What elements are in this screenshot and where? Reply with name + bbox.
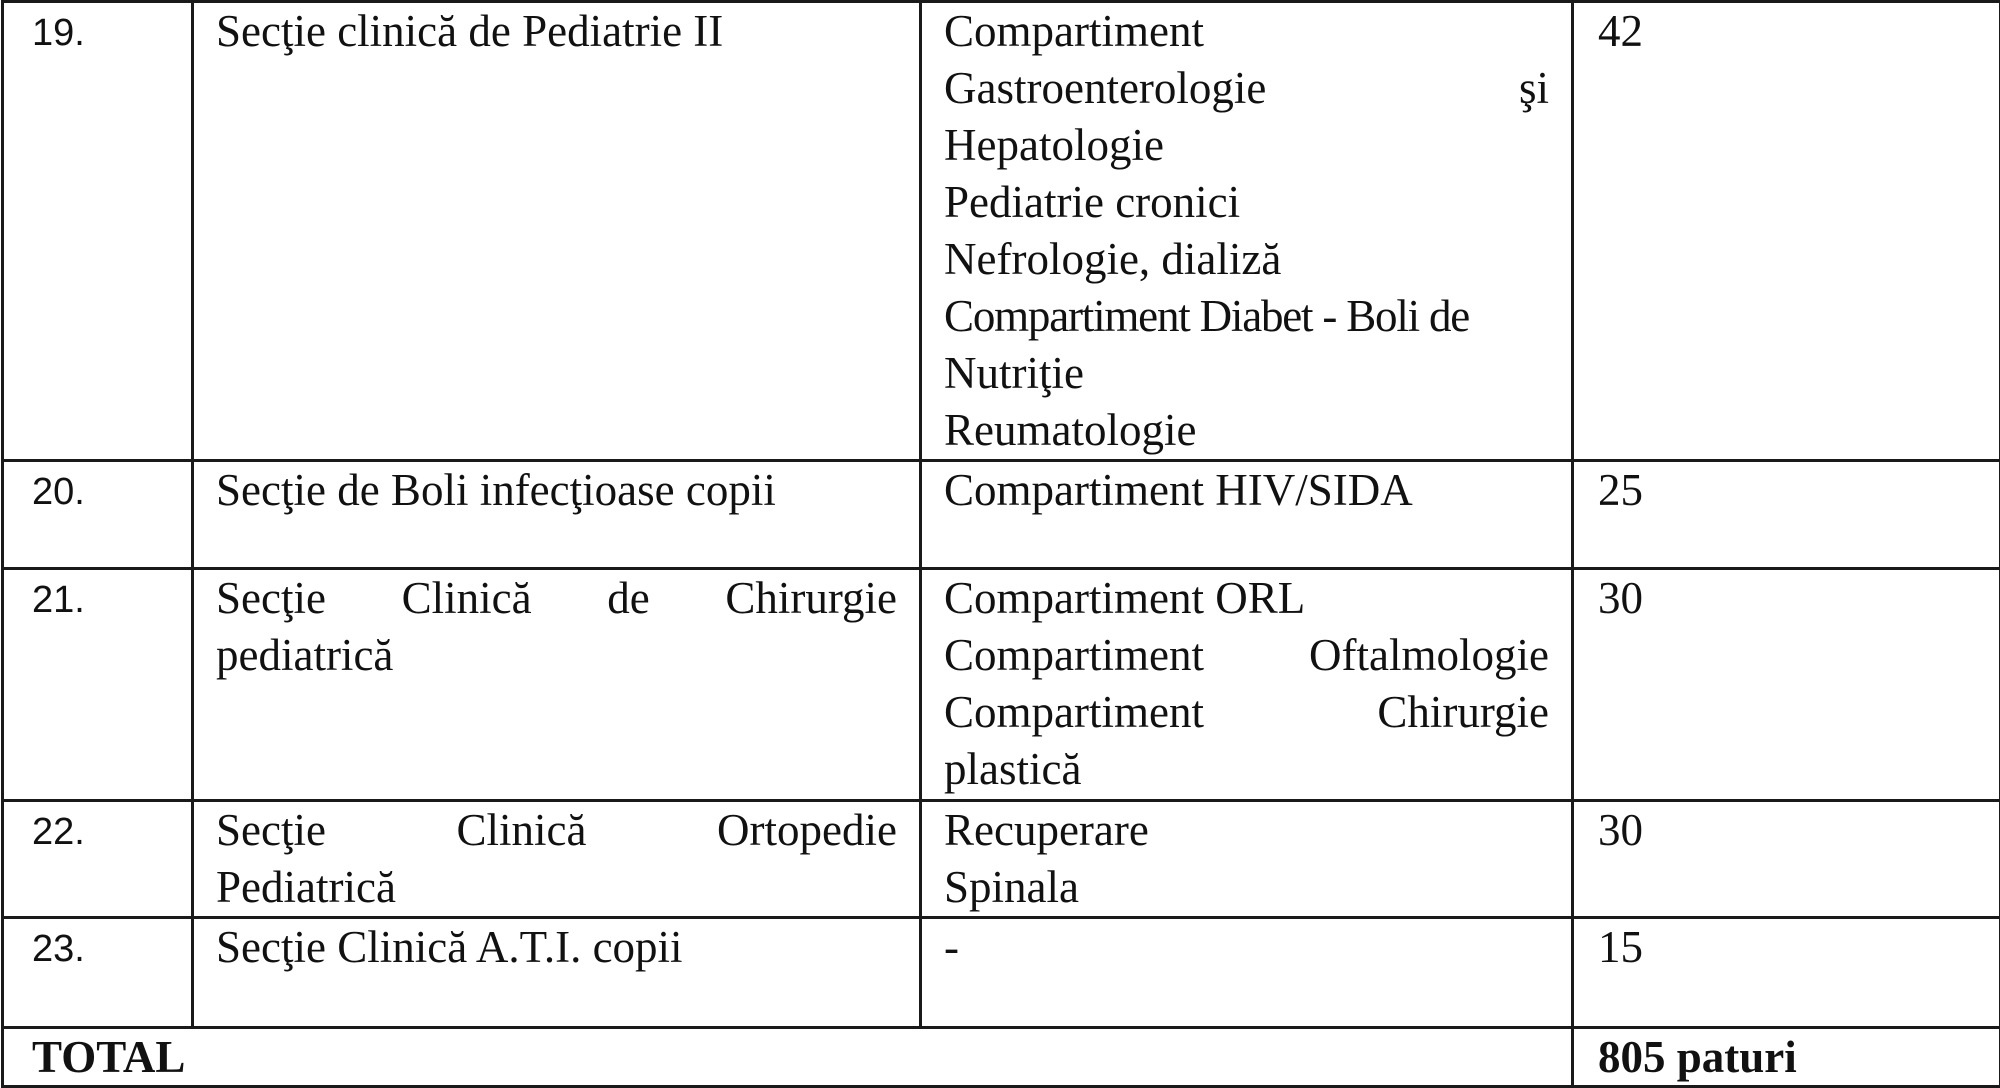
compartment-line: Reumatologie xyxy=(944,402,1549,459)
table-row xyxy=(3,569,2000,801)
section-name-line: Secţie clinică de Pediatrie II xyxy=(216,3,897,60)
bed-count: 25 xyxy=(1573,461,2000,569)
section-name xyxy=(193,2,921,461)
total-label: TOTAL xyxy=(3,1028,1573,1087)
bed-count: 42 xyxy=(1573,2,2000,461)
section-name-line: Secţie Clinică Ortopedie xyxy=(216,802,897,859)
compartment-line: Nutriţie xyxy=(944,345,1549,402)
compartment-line: Compartiment ORL xyxy=(944,570,1549,627)
section-name xyxy=(193,569,921,801)
table-row xyxy=(3,918,2000,1028)
section-name-line: Secţie de Boli infecţioase copii xyxy=(216,462,897,519)
compartment-line: Recuperare xyxy=(944,802,1549,859)
compartments-cell xyxy=(921,2,1573,461)
compartment-line: Compartiment xyxy=(944,3,1549,60)
table-row xyxy=(3,801,2000,918)
row-number: 19. xyxy=(3,2,193,461)
compartment-line: Nefrologie, dializă xyxy=(944,231,1549,288)
beds-table xyxy=(1,0,2000,1088)
bed-count: 30 xyxy=(1573,801,2000,918)
compartments-cell xyxy=(921,918,1573,1028)
compartment-line: Spinala xyxy=(944,859,1549,916)
compartment-line: Gastroenterologie şi xyxy=(944,60,1549,117)
bed-count: 30 xyxy=(1573,569,2000,801)
bed-count: 15 xyxy=(1573,918,2000,1028)
row-number: 20. xyxy=(3,461,193,569)
section-name xyxy=(193,461,921,569)
section-name-line: Pediatrică xyxy=(216,859,897,916)
row-number: 23. xyxy=(3,918,193,1028)
section-name-line: pediatrică xyxy=(216,627,897,684)
compartment-line: Compartiment Oftalmologie xyxy=(944,627,1549,684)
compartments-cell xyxy=(921,569,1573,801)
total-value: 805 paturi xyxy=(1573,1028,2000,1087)
compartment-line: Hepatologie xyxy=(944,117,1549,174)
compartments-cell xyxy=(921,461,1573,569)
compartment-line: plastică xyxy=(944,741,1549,798)
table-row xyxy=(3,461,2000,569)
section-name-line: Secţie Clinică de Chirurgie xyxy=(216,570,897,627)
section-name-line: Secţie Clinică A.T.I. copii xyxy=(216,919,897,976)
table-row xyxy=(3,2,2000,461)
compartments-cell xyxy=(921,801,1573,918)
total-row xyxy=(3,1028,2000,1087)
section-name xyxy=(193,801,921,918)
row-number: 21. xyxy=(3,569,193,801)
compartment-line: - xyxy=(944,919,1549,976)
compartment-line: Compartiment Diabet - Boli de xyxy=(944,288,1549,345)
compartment-line: Compartiment Chirurgie xyxy=(944,684,1549,741)
compartment-line: Pediatrie cronici xyxy=(944,174,1549,231)
compartment-line: Compartiment HIV/SIDA xyxy=(944,462,1549,519)
row-number: 22. xyxy=(3,801,193,918)
section-name xyxy=(193,918,921,1028)
